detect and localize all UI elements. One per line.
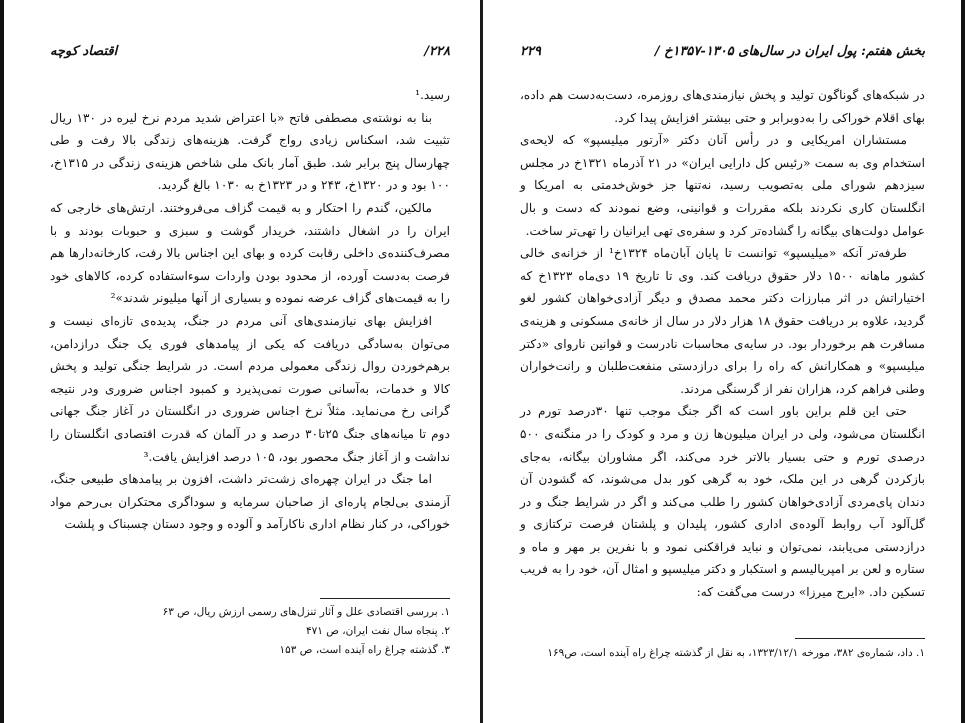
footnote: ۱. بررسی اقتصادی علل و آثار تنزل‌های رسمی ارزش ریال، ص ۶۳	[162, 606, 450, 618]
right-page	[520, 0, 925, 723]
paragraph: رسید.¹	[415, 88, 450, 102]
paragraph: افزایش بهای نیازمندی‌های آنی مردم در جنگ، پدیده‌ی تازه‌ای نیست و می‌توان به‌سادگی دریافت که یکی از پیامدهای فوری یک جنگ درازدامن، برهم‌خوردن روال زندگی معمولی مردم است. در شرایط جنگی تولید و پخش کالا و خدمات، به‌آسانی صورت نمی‌پذیرد و کمبود اجناس ضروری ودر نتیجه گرانی رخ می‌نماید. مثلاً نرخ اجناس ضروری در انگلستان در آغاز جنگ جهانی دوم تا میانه‌های جنگ ۲۵تا۳۰ درصد و در آلمان که قدرت اقتصادی انگلستان را نداشت و از آغاز جنگ محصور بود، ۱۰۵ درصد افزایش یافت.³	[50, 313, 450, 464]
paragraph: در شبکه‌های گوناگون تولید و پخش نیازمندی‌های روزمره، دست‌به‌دست هم داده، بهای اقلام خوراکی را به‌دوبرابر و حتی بیشتر افزایش پیدا کرد.	[520, 88, 925, 125]
page-number: ۲۲۹	[520, 44, 541, 59]
footnote: ۱. داد، شماره‌ی ۳۸۲، مورخه ۱۳۲۳/۱۲/۱، به نقل از گذشته چراغ راه آینده است، ص۱۶۹	[547, 647, 925, 659]
running-title: بخش هفتم: پول ایران در سال‌های ۱۳۰۵-۱۳۵۷خ /	[654, 44, 925, 59]
book-gutter	[480, 0, 483, 723]
paragraph: بنا به نوشته‌ی مصطفی فاتح «با اعتراض شدید مردم نرخ لیره در ۱۳۰ ریال تثبیت شد، اسکناس زیادی رواج گرفت. هزینه‌های زندگی بالا رفت و طی چهارسال پنج برابر شد. طبق آمار بانک ملی شاخص هزینه‌ی زندگی در ۱۳۱۵خ، ۱۰۰ بود و در ۱۳۲۰خ، ۲۴۳ و در ۱۳۲۳خ به ۱۰۳۰ بالغ گردید.	[50, 110, 450, 193]
scan-edge-left	[0, 0, 4, 723]
paragraph: اما جنگ در ایران چهره‌ای زشت‌تر داشت، افزون بر پیامدهای طبیعی جنگ، آزمندی بی‌لجام پاره‌ای از صاحبان سرمایه و سوداگری محتکران بی‌رحم مواد خوراکی، در کنار نظام اداری ناکارآمد و آلوده و وجود دستان چسبناک و پلشت	[50, 472, 450, 532]
paragraph: طرفه‌تر آنکه «میلیسپو» توانست تا پایان آبان‌ماه ۱۳۲۴خ¹ از خزانه‌ی خالی کشور ماهانه ۱۵۰۰ دلار حقوق دریافت کند. وی تا تاریخ ۱۹ دی‌ماه ۱۳۲۳خ که اختیاراتش در اثر مبارزات دکتر محمد مصدق و دیگر آزادی‌خواهان کشور لغو گردید، علاوه بر دریافت حقوق ۱۸ هزار دلار در سال از خانه‌ی مسکونی و هزینه‌ی مسافرت هم برخوردار بود. در سایه‌ی محاسبات نادرست و قوانین ناروای «دکتر میلیسپو» و همکارانش که راه را برای درازدستی منفعت‌طلبان و رانت‌خواران وطنی فراهم کرد، هزاران نفر از گرسنگی مردند.	[520, 246, 926, 396]
scan-edge-right	[961, 0, 965, 723]
footnote-rule	[320, 598, 450, 599]
paragraph: حتی این قلم براین باور است که اگر جنگ موجب تنها ۳۰درصد تورم در انگلستان می‌شود، ولی در ایران میلیون‌ها زن و مرد و کودک را در منگنه‌ی ۵۰۰ درصدی تورم و حتی بسیار بالاتر خرد می‌کند، اگر مشاوران بیگانه، به‌جای بازکردن گرهی در این ملک، خود به گرهی کور بدل می‌شوند، که گشودن آن دندان پای‌مردی آزادی‌خواهان کشور را طلب می‌کند و اگر در شرایط جنگ و در گل‌آلود آب روابط آلوده‌ی اداری کشور، پلیدان و پلشتان فرصت ترکتازی و درازدستی می‌یابند، نمی‌توان و نباید فراقکنی نمود و با نفرین بر مهر و ماه و ستاره و لعن بر امپریالیسم و استکبار و دکتر میلیسپو و امثال آن، خود را به فریب تسکین داد. «ایرج میرزا» درست می‌گفت که:	[520, 404, 925, 600]
running-title: اقتصاد کوچه	[50, 44, 118, 59]
page-number: ۲۲۸/	[424, 44, 450, 59]
paragraph: مالکین، گندم را احتکار و به قیمت گزاف می‌فروختند. ارتش‌های خارجی که ایران را در اشغال داشتند، خریدار گوشت و سبزی و حبوبات بودند و با مصرف‌کننده‌ی داخلی رقابت کرده و بهای این اجناس بالا رفت، کارخانه‌دارها هم فرصت به‌دست آورده، از محدود بودن واردات سوءاستفاده کرده، کالاهای خود را به قیمت‌های گزاف عرضه نموده و بسیاری از آنها میلیونر شدند»²	[50, 200, 450, 306]
right-page-body	[520, 84, 925, 604]
left-page-header	[50, 44, 450, 66]
footnotes	[520, 644, 925, 663]
left-page-body	[50, 84, 450, 536]
footnote: ۲. پنجاه سال نفت ایران، ص ۴۷۱	[305, 625, 450, 637]
right-page-header	[520, 44, 925, 66]
footnotes	[50, 603, 450, 660]
left-page	[50, 0, 450, 723]
paragraph: مستشاران امریکایی و در رأس آنان دکتر «آرتور میلیسپو» که لایحه‌ی استخدام وی به سمت «رئیس کل دارایی ایران» در ۲۱ آذرماه ۱۳۲۱خ در مجلس سیزدهم شورای ملی به‌تصویب رسید، نه‌تنها جز خوش‌خدمتی به امریکا و انگلستان کاری نکردند بلکه مقررات و قوانینی، وضع نمودند که دست و بال عوامل دولت‌های بیگانه را گشاده‌تر کرد و سفره‌ی تهی ایرانیان را تهی‌تر ساخت.	[520, 133, 926, 238]
footnote-rule	[795, 638, 925, 639]
footnote: ۳. گذشته چراغ راه آینده است، ص ۱۵۳	[279, 644, 450, 656]
